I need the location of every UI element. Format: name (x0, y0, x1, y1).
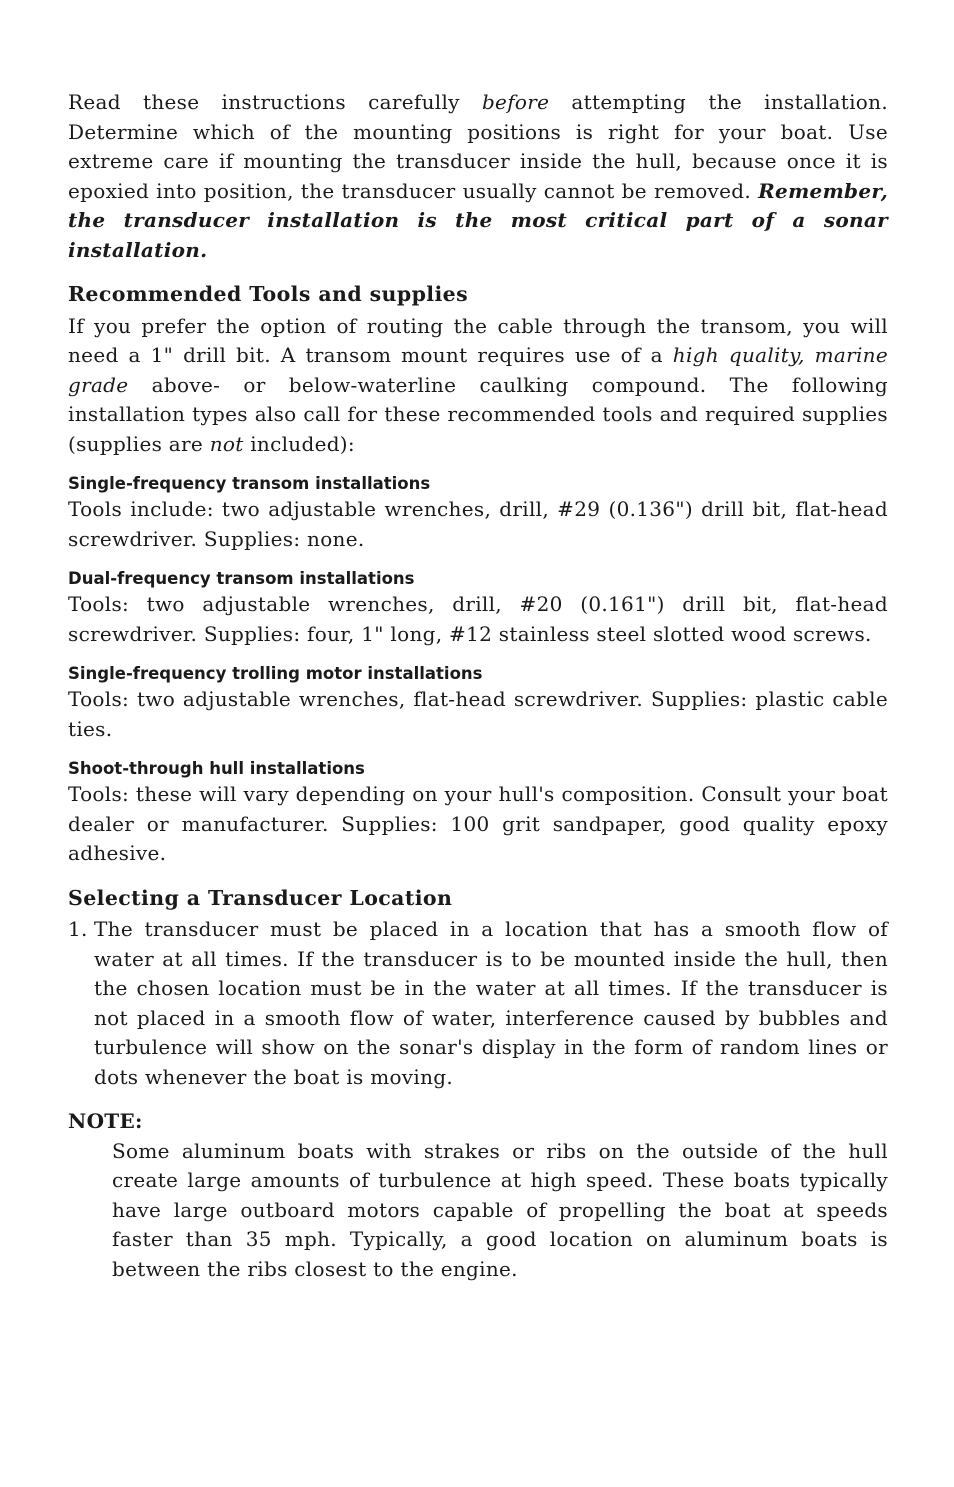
section-heading-shoot-through: Shoot-through hull installations (68, 759, 365, 778)
tools-paragraph (68, 312, 888, 460)
intro-critical-statement: Remember, the transducer installation is the most critical part of a sonar installation. (68, 178, 888, 262)
section-heading-single-transom: Single-frequency transom installations (68, 474, 431, 493)
intro-paragraph (68, 88, 888, 265)
intro-text-2: attempting the installation. Determine which of the mounting positions is right for your boat. Use extreme care if mounting the transducer inside the hull, because once it is epoxied into position, the transducer usually cannot be removed. (68, 90, 888, 203)
section-text-dual-transom: Tools: two adjustable wrenches, drill, #20 (0.161") drill bit, flat-head screwdriver. Supplies: four, 1" long, #12 stainless steel slotted wood screws. (68, 592, 888, 646)
tools-heading: Recommended Tools and supplies (68, 282, 469, 306)
intro-text-1: Read these instructions carefully (68, 90, 482, 114)
tools-text-3: included): (243, 431, 355, 456)
section-heading-dual-transom: Dual-frequency transom installations (68, 569, 415, 588)
section-text-shoot-through: Tools: these will vary depending on your hull's composition. Consult your boat dealer or manufacturer. Supplies: 100 grit sandpaper, good quality epoxy adhesive. (68, 782, 888, 865)
tools-emphasis-not: not (209, 431, 244, 456)
location-heading: Selecting a Transducer Location (68, 885, 453, 910)
list-item-text: The transducer must be placed in a location that has a smooth flow of water at all times. If the transducer is to be mounted inside the hull, then the chosen location must be in the water at all times. If the transducer is not placed in a smooth flow of water, interference caused by bubbles and turbulence will show on the sonar's display in the form of random lines or dots whenever the boat is moving. (94, 917, 888, 1089)
tools-text-2: above- or below-waterline caulking compound. The following installation types also call for these recommended tools and required supplies (supplies are (68, 372, 888, 456)
intro-emphasis-before: before (481, 90, 550, 114)
section-heading-trolling-motor: Single-frequency trolling motor installations (68, 664, 483, 683)
note-label: NOTE: (68, 1109, 143, 1133)
section-text-single-transom: Tools include: two adjustable wrenches, drill, #29 (0.136") drill bit, flat-head screwdriver. Supplies: none. (68, 497, 888, 551)
note-text: Some aluminum boats with strakes or ribs on the outside of the hull create large amounts of turbulence at high speed. These boats typically have large outboard motors capable of propelling the boat at speeds faster than 35 mph. Typically, a good location on aluminum boats is between the ribs closest to the engine. (112, 1138, 888, 1281)
tools-emphasis-quality: high quality, marine grade (68, 343, 888, 397)
list-item (68, 915, 888, 1092)
tools-text-1: If you prefer the option of routing the cable through the transom, you will need a 1" drill bit. A transom mount requires use of a (68, 313, 888, 367)
manual-page (68, 88, 888, 1284)
section-text-trolling-motor: Tools: two adjustable wrenches, flat-head screwdriver. Supplies: plastic cable ties. (68, 687, 888, 741)
list-number: 1. (68, 917, 88, 941)
